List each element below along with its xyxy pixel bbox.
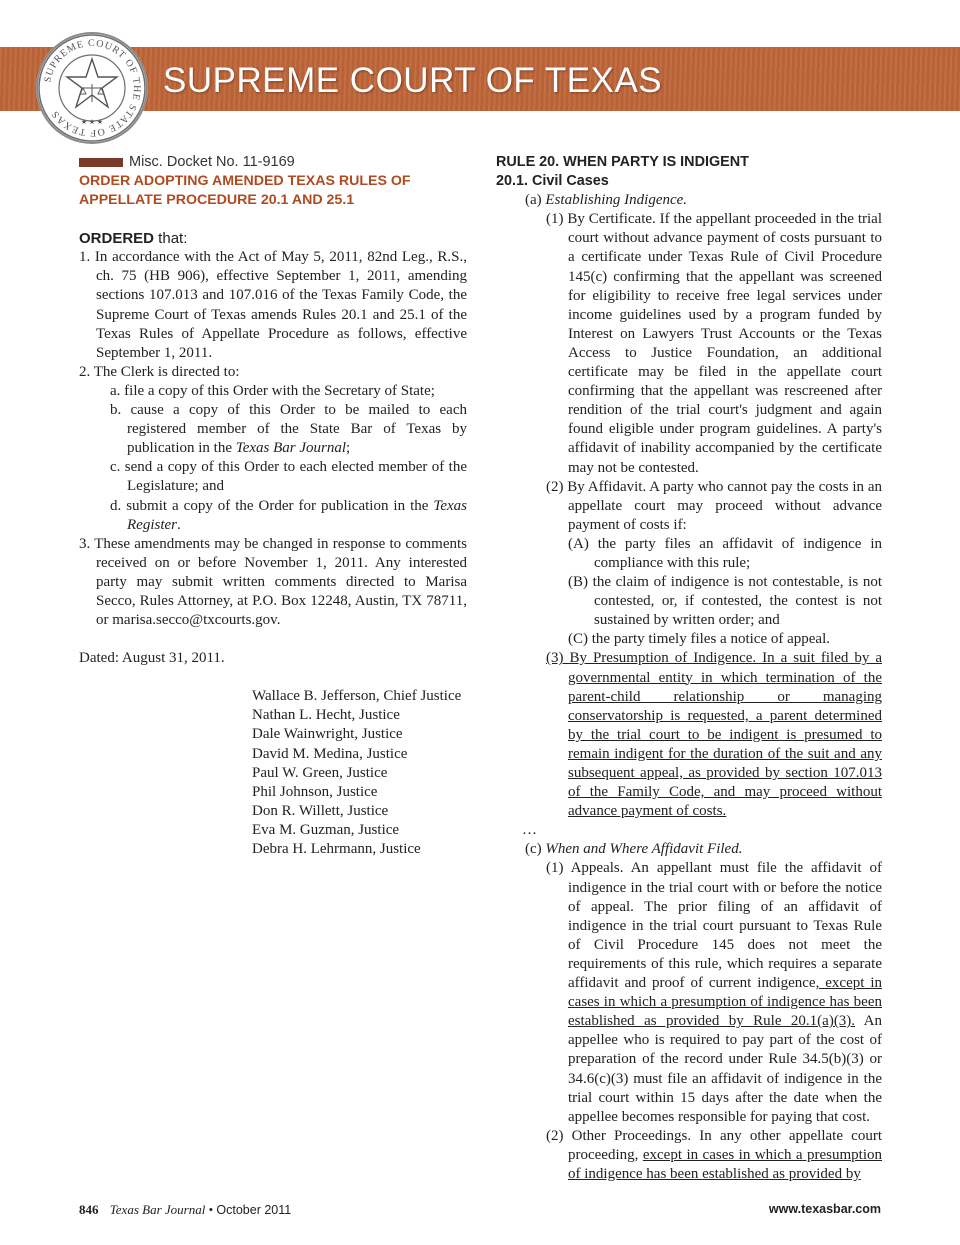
page-number: 846 bbox=[79, 1202, 99, 1217]
paragraph-a1: (1) By Certificate. If the appellant proceeded in the trial court without advance payment of costs pursuant to a certificate under Texas Rule of Civil Procedure 145(c) confirming that the appellant was screened for eligibility to receive free legal services under income guidelines used by a program funded by Interest on Lawyers Trust Accounts or the Texas Access to Justice Foundation, an additional certificate may be filed in the appellate court confirming that the appellant was rescreened after rendition of the trial court's judgment and again found eligible under program guidelines. A party's affidavit of inability accompanied by the certificate may not be contested. bbox=[546, 211, 882, 476]
signature-line: Dale Wainwright, Justice bbox=[252, 726, 403, 743]
order-item-2a: a. file a copy of this Order with the Secretary of State; bbox=[110, 382, 435, 399]
section-c-heading: (c) When and Where Affidavit Filed. bbox=[525, 841, 743, 858]
issue-date: October 2011 bbox=[216, 1203, 292, 1217]
signature-line: Debra H. Lehrmann, Justice bbox=[252, 841, 421, 857]
signature-line: David M. Medina, Justice bbox=[252, 745, 408, 762]
signature-line: Eva M. Guzman, Justice bbox=[252, 821, 400, 838]
c1-amendment: , except in cases in which a presumption of indigence has been established as provided by Rule 20.1(a)(3). bbox=[568, 975, 883, 1030]
ellipsis: … bbox=[522, 822, 537, 839]
paragraph-a2B: (B) the claim of indigence is not contestable, is not contested, or, if contested, the contest is not sustained by written order; and bbox=[568, 574, 882, 629]
order-item-2: 2. The Clerk is directed to: bbox=[79, 363, 240, 380]
signature-line: Don R. Willett, Justice bbox=[252, 802, 389, 819]
order-item-1: 1. In accordance with the Act of May 5, 2011, 82nd Leg., R.S., ch. 75 (HB 906), effective September 1, 2011, amending sections 107.013 and 107.016 of the Texas Family Code, the Supreme Court of Texas amends Rules 20.1 and 25.1 of the Texas Rules of Appellate Procedure as follows, effective September 1, 2011. bbox=[79, 249, 467, 361]
order-title-line-2: APPELLATE PROCEDURE 20.1 AND 25.1 bbox=[79, 192, 355, 209]
docket-bar bbox=[79, 158, 123, 167]
ordered-word: ORDERED bbox=[79, 230, 155, 248]
signature-line: Nathan L. Hecht, Justice bbox=[252, 707, 400, 724]
signature-line: Phil Johnson, Justice bbox=[252, 783, 378, 800]
order-title-line-1: ORDER ADOPTING AMENDED TEXAS RULES OF bbox=[79, 173, 411, 189]
paragraph-a2A: (A) the party files an affidavit of indigence in compliance with this rule; bbox=[568, 535, 882, 571]
order-item-2d: d. submit a copy of the Order for publication in the Texas Register. bbox=[110, 497, 467, 533]
svg-text:★ ★ ★: ★ ★ ★ bbox=[80, 118, 104, 126]
docket-line bbox=[79, 153, 467, 172]
court-seal-icon bbox=[36, 32, 148, 144]
rule-subheading: 20.1. Civil Cases bbox=[496, 173, 609, 190]
docket-number: Misc. Docket No. 11-9169 bbox=[129, 153, 295, 170]
page-title: SUPREME COURT OF TEXAS bbox=[163, 61, 663, 100]
ordered-heading bbox=[79, 229, 467, 248]
order-column bbox=[79, 153, 467, 859]
order-item-3: 3. These amendments may be changed in response to comments received on or before November 1, 2011. Any interested party may submit written comments directed to Marisa Secco, Rules Attorney, at P.O. Box 12248, Austin, TX 78711, or marisa.secco@txcourts.gov. bbox=[79, 535, 467, 629]
order-item-2c: c. send a copy of this Order to each elected member of the Legislature; and bbox=[110, 459, 467, 495]
dated-line: Dated: August 31, 2011. bbox=[79, 650, 225, 667]
signature-line: Paul W. Green, Justice bbox=[252, 764, 388, 781]
paragraph-a2: (2) By Affidavit. A party who cannot pay the costs in an appellate court may proceed without advance payment of costs if: bbox=[546, 478, 882, 533]
paragraph-a3-amendment: (3) By Presumption of Indigence. In a suit filed by a governmental entity in which termination of the parent-child relationship or managing conservatorship is requested, a parent determined by the trial court to be indigent is presumed to remain indigent for the duration of the suit and any subsequent appeal, as provided by section 107.013 of the Family Code, and may proceed without advance payment of costs. bbox=[546, 650, 882, 820]
signature-line: Wallace B. Jefferson, Chief Justice bbox=[252, 688, 462, 705]
order-item-2b: b. cause a copy of this Order to be mailed to each registered member of the State Bar of Texas by publication in the Texas Bar Journal; bbox=[110, 402, 467, 457]
footer-left: 846 Texas Bar Journal • October 2011 bbox=[79, 1202, 292, 1217]
rule-heading: RULE 20. WHEN PARTY IS INDIGENT bbox=[496, 154, 749, 170]
signature-block bbox=[252, 687, 467, 859]
seal-ring-text: SUPREME COURT OF THE STATE OF TEXAS bbox=[42, 37, 143, 139]
section-a-heading: (a) Establishing Indigence. bbox=[525, 192, 688, 209]
paragraph-c2: (2) Other Proceedings. In any other appellate court proceeding, except in cases in which a presumption of indigence has been established as provided by bbox=[546, 1127, 882, 1182]
c2-amendment: except in cases in which a presumption of indigence has been established as provided by bbox=[568, 1146, 882, 1182]
seal-graphic bbox=[36, 32, 148, 144]
journal-name: Texas Bar Journal bbox=[109, 1202, 206, 1217]
rule-column bbox=[496, 153, 882, 1184]
paragraph-a2C: (C) the party timely files a notice of appeal. bbox=[568, 631, 830, 648]
paragraph-c1: (1) Appeals. An appellant must file the affidavit of indigence in the trial court with or before the notice of appeal. The prior filing of an affidavit of indigence in the trial court pursuant to Texas Rule of Civil Procedure 145 does not meet the requirements of this rule, which requires a separate affidavit and proof of current indigence, except in cases in which a presumption of indigence has been established as provided by Rule 20.1(a)(3). An appellee who is required to pay part of the cost of preparation of the record under Rule 34.5(b)(3) or 34.6(c)(3) must file an affidavit of indigence in the trial court within 15 days after the date when the appellee becomes responsible for paying that cost. bbox=[546, 860, 883, 1125]
ordered-rest: that: bbox=[154, 230, 188, 248]
footer-website: www.texasbar.com bbox=[768, 1202, 881, 1216]
